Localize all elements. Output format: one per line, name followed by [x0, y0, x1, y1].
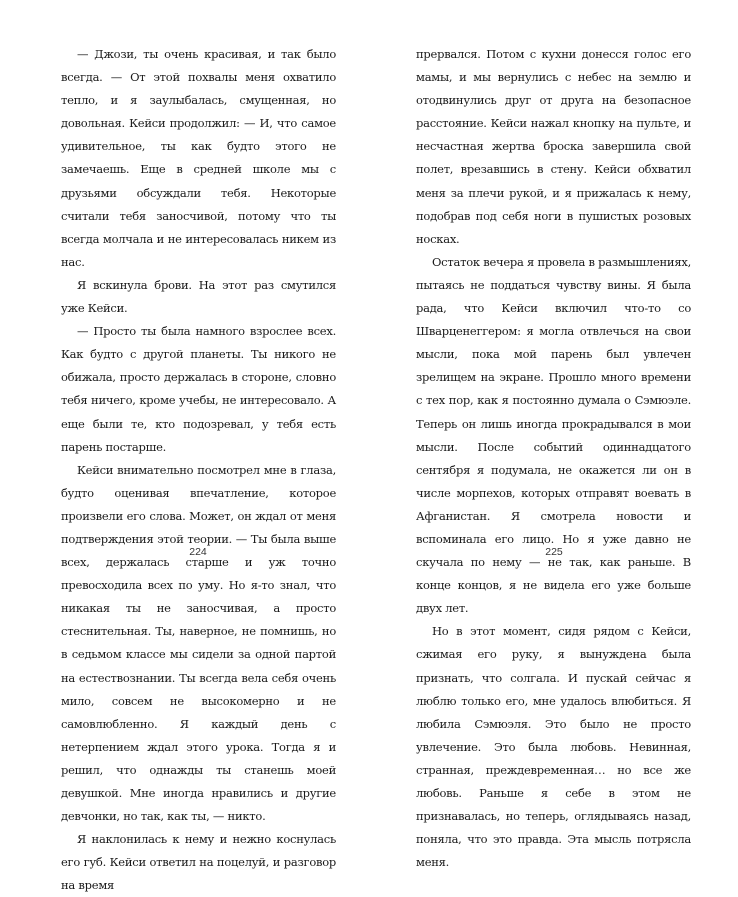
- paragraph: Я вскинула брови. На этот раз смутился уже Кейси.: [61, 277, 336, 316]
- paragraph: — Просто ты была намного взрослее всех. Как будто с другой планеты. Ты никого не обижала, просто держалась в стороне, словно тебя ничего, кроме учебы, не интересовало. А еще были те, кто подозревал, у тебя есть парень постарше.: [61, 324, 336, 454]
- left-page: [61, 43, 336, 897]
- page-number-right: 225: [545, 546, 563, 558]
- paragraph: Но в этот момент, сидя рядом с Кейси, сжимая его руку, я вынуждена была признать, что солгала. И пускай сейчас я люблю только его, мне удалось влюбиться. Я любила Сэмюэля. Это было не просто увлечение. Это была любовь. Невинная, странная, преждевременная… но все же любовь. Раньше я себе в этом не признавалась, но теперь, оглядываясь назад, поняла, что это правда. Эта мысль потрясла меня.: [416, 624, 691, 870]
- right-page: [416, 43, 691, 874]
- paragraph: Кейси внимательно посмотрел мне в глаза, будто оценивая впечатление, которое произвели его слова. Может, он ждал от меня подтверждения этой теории. — Ты была выше всех, держалась старше и уж точно превосходила всех по уму. Но я-то знал, что никакая ты не заносчивая, а просто стеснительная. Ты, наверное, не помнишь, но в седьмом классе мы сидели за одной партой на естествознании. Ты всегда вела себя очень мило, совсем не высокомерно и не самовлюбленно. Я каждый день с нетерпением ждал этого урока. Тогда я и решил, что однажды ты станешь моей девушкой. Мне иногда нравились и другие девчонки, но так, как ты, — никто.: [61, 462, 336, 824]
- paragraph: прервался. Потом с кухни донесся голос его мамы, и мы вернулись с небес на землю и отодвинулись друг от друга на безопасное расстояние. Кейси нажал кнопку на пульте, и несчастная жертва броска завершила свой полет, врезавшись в стену. Кейси обхватил меня за плечи рукой, и я прижалась к нему, подобрав под себя ноги в пушистых розовых носках.: [416, 47, 691, 246]
- page-number-left: 224: [189, 546, 207, 558]
- paragraph: Остаток вечера я провела в размышлениях, пытаясь не поддаться чувству вины. Я была рада, что Кейси включил что-то со Шварценеггером: я могла отвлечься на свои мысли, пока мой парень был увлечен зрелищем на экране. Прошло много времени с тех пор, как я постоянно думала о Сэмюэле. Теперь он лишь иногда прокрадывался в мои мысли. После событий одиннадцатого сентября я подумала, не окажется ли он в числе морпехов, которых отправят воевать в Афганистан. Я смотрела новости и вспоминала его лицо. Но я уже давно не скучала по нему — не так, как раньше. В конце концов, я не видела его уже больше двух лет.: [416, 254, 691, 616]
- paragraph: Я наклонилась к нему и нежно коснулась его губ. Кейси ответил на поцелуй, и разговор на время: [61, 832, 336, 893]
- paragraph: — Джози, ты очень красивая, и так было всегда. — От этой похвалы меня охватило тепло, и я заулыбалась, смущенная, но довольная. Кейси продолжил: — И, что самое удивительное, ты как будто этого не замечаешь. Еще в средней школе мы с друзьями обсуждали тебя. Некоторые считали тебя заносчивой, потому что ты всегда молчала и не интересовалась никем из нас.: [61, 47, 336, 269]
